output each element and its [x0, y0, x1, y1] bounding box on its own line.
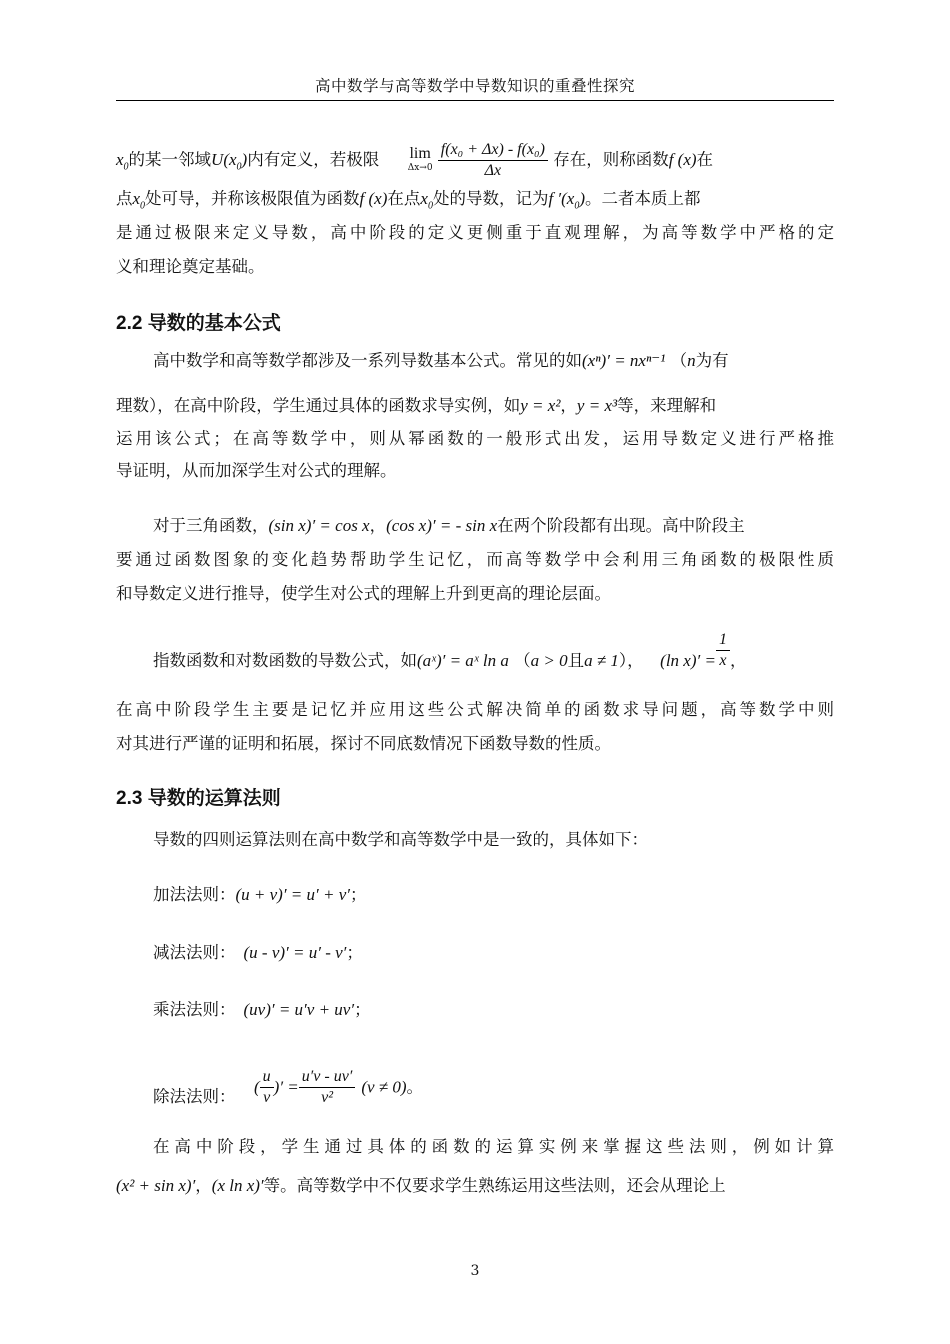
para3-line2: 要通过函数图象的变化趋势帮助学生记忆，而高等数学中会利用三角函数的极限性质: [116, 550, 834, 569]
para4-line3: 对其进行严谨的证明和拓展，探讨不同底数情况下函数导数的性质。: [116, 734, 611, 753]
math-fx: f (x): [359, 189, 388, 208]
math-example-2: y = x³: [576, 396, 618, 415]
math-example-1: y = x²: [520, 396, 561, 415]
math-addition-rule: (u + v)′ = u′ + v′: [235, 885, 350, 904]
header-rule: [116, 100, 834, 101]
math-x0: $x_0$: [420, 189, 433, 212]
math-u-over-v: $\frac{u}{v}$: [260, 1067, 274, 1108]
para2-line3: 运用该公式；在高等数学中，则从幂函数的一般形式出发，运用导数定义进行严格推: [116, 429, 834, 448]
para1-line4: 义和理论奠定基础。: [116, 257, 265, 276]
para6-line2: (x² + sin x)′，(x ln x)′等。高等数学中不仅要求学生熟练运用这些法则，还会从理论上: [116, 1176, 726, 1195]
math-exp-derivative: (aˣ)′ = aˣ ln a: [417, 651, 509, 670]
para5-line1: 导数的四则运算法则在高中数学和高等数学中是一致的，具体如下：: [153, 830, 648, 849]
math-U: $U(x_0)$: [211, 150, 248, 173]
section-heading-2-3: 2.3 导数的运算法则: [116, 788, 281, 809]
math-x0: $x_0$: [132, 189, 146, 212]
math-difference-quotient: $\frac{\text{f(x₀ + Δx) - f(x₀)}}{\Delta x}$: [438, 140, 548, 181]
para2-line4: 导证明，从而加深学生对公式的理解。: [116, 461, 397, 480]
math-cos-derivative: (cos x)′ = - sin x: [386, 516, 498, 535]
math-power-rule: (xⁿ)′ = nxⁿ⁻¹: [582, 351, 666, 370]
section-heading-2-2: 2.2 导数的基本公式: [116, 313, 281, 334]
math-limit: lim Δx→0: [407, 144, 433, 173]
rule-subtraction: 减法法则： (u - v)′ = u′ - v′；: [153, 943, 363, 962]
rule-division: 除法法则： ( $\frac{u}{v}$ )′ = $\frac{u'v - uv'}{\text{v²}}$ (v ≠ 0)。: [153, 1068, 424, 1106]
para4-line2: 在高中阶段学生主要是记忆并应用这些公式解决简单的函数求导问题，高等数学中则: [116, 700, 834, 719]
math-fx: f (x): [668, 150, 697, 169]
math-example-product: (x ln x)′: [211, 1176, 264, 1195]
math-x0: $x_0$: [116, 150, 129, 173]
rule-multiplication: 乘法法则： (uv)′ = u′v + uv′；: [153, 1000, 371, 1019]
page-number: 3: [470, 1263, 480, 1279]
para6-line1: 在高中阶段，学生通过具体的函数的运算实例来掌握这些法则，例如计算: [153, 1137, 834, 1156]
para3-line3: 和导数定义进行推导，使学生对公式的理解上升到更高的理论层面。: [116, 584, 611, 603]
rule-addition: 加法法则：(u + v)′ = u′ + v′；: [153, 885, 367, 904]
math-product-rule: (uv)′ = u′v + uv′: [243, 1000, 355, 1019]
para1-line2: 点$x_0$处可导，并称该极限值为函数f (x)在点$x_0$处的导数，记为f $'(x_0)$。二者本质上都: [116, 189, 701, 212]
math-ln-derivative: (ln x)′ =: [660, 651, 716, 670]
para4-line1: 指数函数和对数函数的导数公式，如(aˣ)′ = aˣ ln a （a > 0且a ≠ 1）， (ln x)′ = $\frac{1}{x}$ ，: [153, 631, 747, 670]
para1-line3: 是通过极限来定义导数，高中阶段的定义更侧重于直观理解，为高等数学中严格的定: [116, 223, 834, 242]
math-fprime: f $'(x_0)$: [548, 189, 586, 212]
math-subtraction-rule: (u - v)′ = u′ - v′: [243, 943, 347, 962]
para2-line2: 理数），在高中阶段，学生通过具体的函数求导实例，如y = x²，y = x³等，来理解和: [116, 396, 717, 415]
page-header: 高中数学与高等数学中导数知识的重叠性探究: [314, 77, 635, 95]
math-quotient-rule: $\frac{u'v - uv'}{\text{v²}}$: [299, 1067, 356, 1108]
para1-line1: $x_0$的某一邻域$U(x_0)$内有定义，若极限 lim Δx→0 $\frac{\text{f(x₀ + Δx) - f(x₀)}}{\Delta x}$ 存在，则称函数f (x)在: [116, 141, 714, 179]
math-sin-derivative: (sin x)′ = cos x: [268, 516, 370, 535]
para2-line1: 高中数学和高等数学都涉及一系列导数基本公式。常见的如(xⁿ)′ = nxⁿ⁻¹ （n为有: [153, 351, 729, 370]
para3-line1: 对于三角函数，(sin x)′ = cos x，(cos x)′ = - sin x在两个阶段都有出现。高中阶段主: [153, 516, 745, 535]
math-example-sum: (x² + sin x)′: [116, 1176, 196, 1195]
